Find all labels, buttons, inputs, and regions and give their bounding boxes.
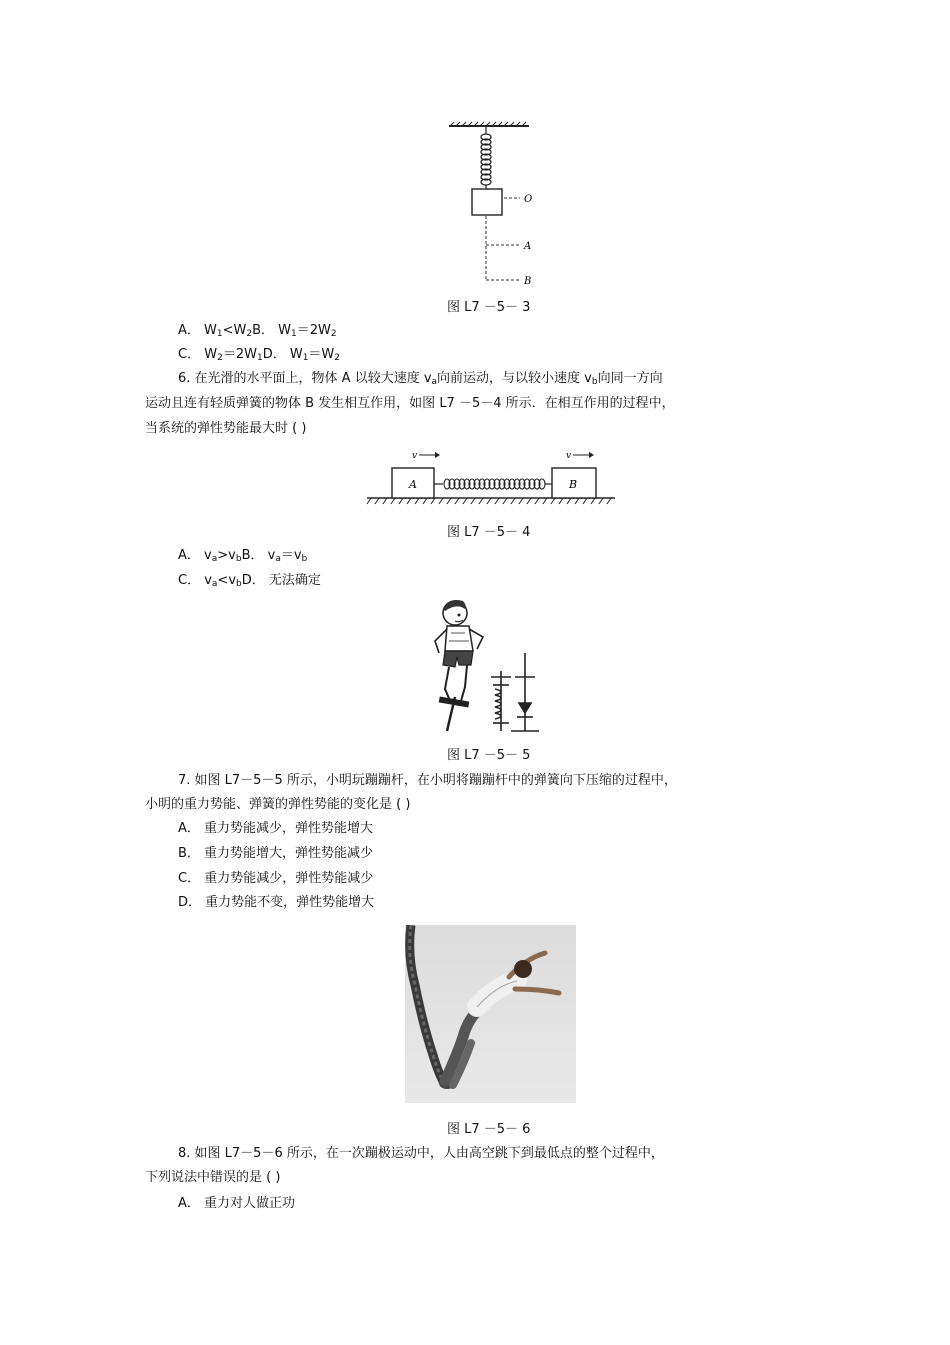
q5-options-line-1: A． $W_1<W_2B$． $W_1=2W_2$ [178, 323, 337, 339]
figure-two-blocks-spring [365, 446, 617, 508]
q7-option-d: D． 重力势能不变，弹性势能增大 [178, 895, 375, 910]
q5-options-line-2: C． $W_2=2W_1D$． $W_1=W_2$ [178, 347, 341, 363]
figure-spring-block [440, 118, 550, 290]
q7-option-b: B． 重力势能增大，弹性势能减少 [178, 846, 374, 861]
q7-stem-line-1: 7. 如图 L7－5－5 所示，小明玩蹦蹦杆，在小明将蹦蹦杆中的弹簧向下压缩的过程中， [178, 773, 677, 788]
q7-option-c: C． 重力势能减少，弹性势能减少 [178, 871, 374, 886]
label-a: A [524, 241, 532, 252]
q6-stem-line-3: 当系统的弹性势能最大时 ( ) [145, 421, 307, 436]
figure-caption-l7-5-4: 图 L7 －5－ 4 [447, 525, 531, 540]
q7-stem-line-2: 小明的重力势能、弹簧的弹性势能的变化是 ( ) [145, 797, 411, 812]
velocity-b-label: v [566, 451, 572, 461]
figure-caption-l7-5-3: 图 L7 －5－ 3 [447, 300, 531, 315]
q6-options-line-2: C． $v_a<v_bD$． 无法确定 [178, 573, 321, 589]
block-a-label: A [409, 478, 417, 491]
figure-caption-l7-5-6: 图 L7 －5－ 6 [447, 1122, 531, 1137]
q8-option-a: A． 重力对人做正功 [178, 1196, 296, 1211]
figure-bungee-jumper-photo [405, 925, 576, 1103]
q8-stem-line-1: 8. 如图 L7－5－6 所示，在一次蹦极运动中，人由高空跳下到最低点的整个过程中， [178, 1146, 664, 1161]
figure-boy-pogo-stick [425, 593, 555, 735]
figure-caption-l7-5-5: 图 L7 －5－ 5 [447, 748, 531, 763]
q6-stem-line-2: 运动且连有轻质弹簧的物体 B 发生相互作用，如图 L7 －5－4 所示．在相互作用的过程中， [145, 396, 675, 411]
q7-option-a: A． 重力势能减少，弹性势能增大 [178, 821, 374, 836]
label-o: O [524, 194, 533, 205]
q8-stem-line-2: 下列说法中错误的是 ( ) [145, 1170, 281, 1185]
q6-stem-line-1: 6. 在光滑的水平面上，物体 A 以较大速度 $v_a$向前运动，与以较小速度 $v_b$向同一方向 [178, 371, 663, 387]
q6-options-line-1: A． $v_a>v_bB$． $v_a=v_b$ [178, 548, 308, 564]
block-b-label: B [569, 478, 578, 491]
label-b: B [524, 276, 532, 287]
velocity-a-label: v [412, 451, 418, 461]
